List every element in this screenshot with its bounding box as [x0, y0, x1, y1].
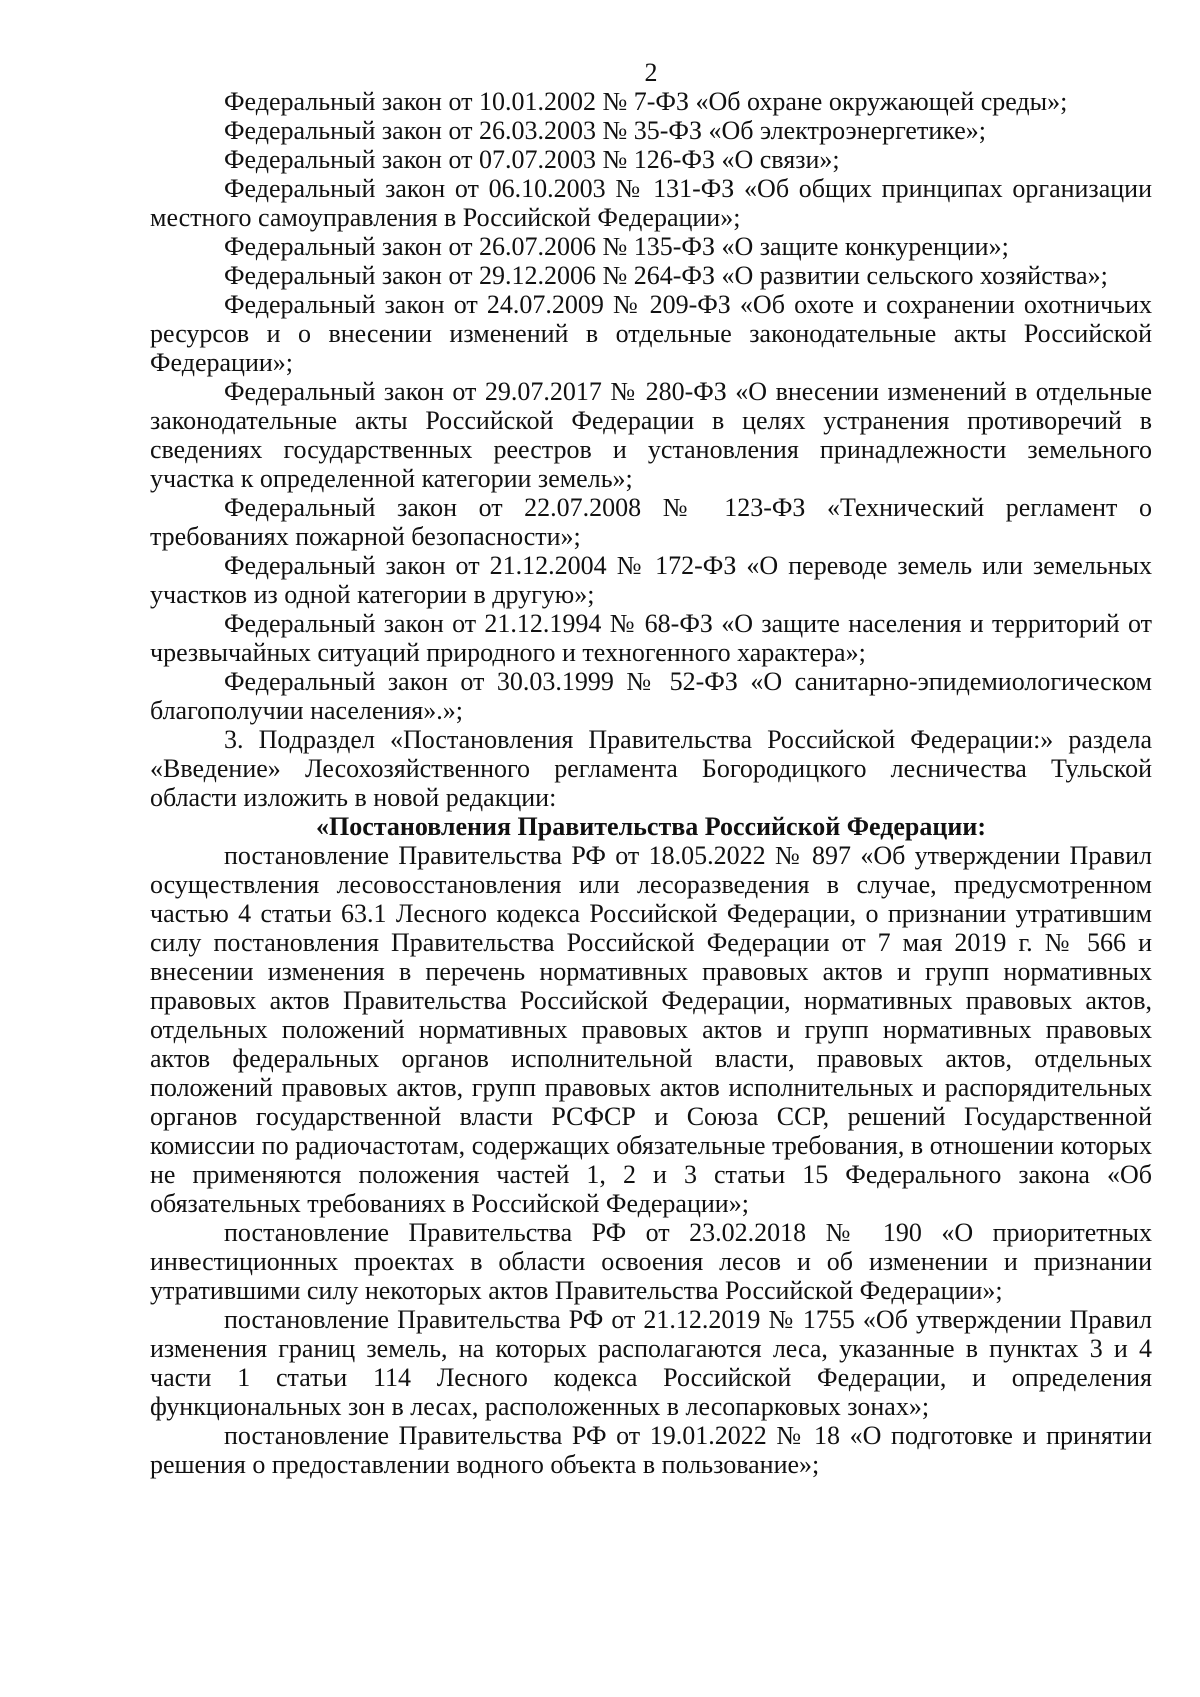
- section-3-paragraph: 3. Подраздел «Постановления Правительства Российской Федерации:» раздела «Введение» Лесохозяйственного регламента Богородицкого лесничества Тульской области изложить в новой редакции:: [150, 725, 1152, 812]
- section-heading: «Постановления Правительства Российской Федерации:: [316, 812, 986, 841]
- law-paragraph: Федеральный закон от 06.10.2003 № 131-ФЗ «Об общих принципах организации местного самоуправления в Российской Федерации»;: [150, 174, 1152, 232]
- resolution-paragraph: постановление Правительства РФ от 19.01.2022 № 18 «О подготовке и принятии решения о предоставлении водного объекта в пользование»;: [150, 1421, 1152, 1479]
- law-paragraph: Федеральный закон от 30.03.1999 № 52-ФЗ «О санитарно-эпидемиологическом благополучии населения».»;: [150, 667, 1152, 725]
- document-page: [150, 58, 1152, 1479]
- resolution-paragraph: постановление Правительства РФ от 18.05.2022 № 897 «Об утверждении Правил осуществления лесовосстановления или лесоразведения в случае, предусмотренном частью 4 статьи 63.1 Лесного кодекса Российской Федерации, о признании утратившим силу постановления Правительства Российской Федерации от 7 мая 2019 г. № 566 и внесении изменения в перечень нормативных правовых актов и групп нормативных правовых актов Правительства Российской Федерации, нормативных правовых актов, отдельных положений нормативных правовых актов и групп нормативных правовых актов федеральных органов исполнительной власти, правовых актов, отдельных положений правовых актов, групп правовых актов исполнительных и распорядительных органов государственной власти РСФСР и Союза ССР, решений Государственной комиссии по радиочастотам, содержащих обязательные требования, в отношении которых не применяются положения частей 1, 2 и 3 статьи 15 Федерального закона «Об обязательных требованиях в Российской Федерации»;: [150, 841, 1152, 1218]
- law-paragraph: Федеральный закон от 22.07.2008 № 123-ФЗ «Технический регламент о требованиях пожарной безопасности»;: [150, 493, 1152, 551]
- law-paragraph: Федеральный закон от 10.01.2002 № 7-ФЗ «Об охране окружающей среды»;: [224, 87, 1068, 116]
- law-paragraph: Федеральный закон от 26.03.2003 № 35-ФЗ «Об электроэнергетике»;: [224, 116, 986, 145]
- law-paragraph: Федеральный закон от 21.12.2004 № 172-ФЗ «О переводе земель или земельных участков из одной категории в другую»;: [150, 551, 1152, 609]
- law-paragraph: Федеральный закон от 24.07.2009 № 209-ФЗ «Об охоте и сохранении охотничьих ресурсов и о внесении изменений в отдельные законодательные акты Российской Федерации»;: [150, 290, 1152, 377]
- page-number: 2: [644, 58, 658, 87]
- law-paragraph: Федеральный закон от 07.07.2003 № 126-ФЗ «О связи»;: [224, 145, 840, 174]
- resolution-paragraph: постановление Правительства РФ от 21.12.2019 № 1755 «Об утверждении Правил изменения границ земель, на которых располагаются леса, указанные в пунктах 3 и 4 части 1 статьи 114 Лесного кодекса Российской Федерации, и определения функциональных зон в лесах, расположенных в лесопарковых зонах»;: [150, 1305, 1152, 1421]
- law-paragraph: Федеральный закон от 29.12.2006 № 264-ФЗ «О развитии сельского хозяйства»;: [224, 261, 1108, 290]
- law-paragraph: Федеральный закон от 26.07.2006 № 135-ФЗ «О защите конкуренции»;: [224, 232, 1009, 261]
- law-paragraph: Федеральный закон от 29.07.2017 № 280-ФЗ «О внесении изменений в отдельные законодательные акты Российской Федерации в целях устранения противоречий в сведениях государственных реестров и установления принадлежности земельного участка к определенной категории земель»;: [150, 377, 1152, 493]
- resolution-paragraph: постановление Правительства РФ от 23.02.2018 № 190 «О приоритетных инвестиционных проектах в области освоения лесов и об изменении и признании утратившими силу некоторых актов Правительства Российской Федерации»;: [150, 1218, 1152, 1305]
- law-paragraph: Федеральный закон от 21.12.1994 № 68-ФЗ «О защите населения и территорий от чрезвычайных ситуаций природного и техногенного характера»;: [150, 609, 1152, 667]
